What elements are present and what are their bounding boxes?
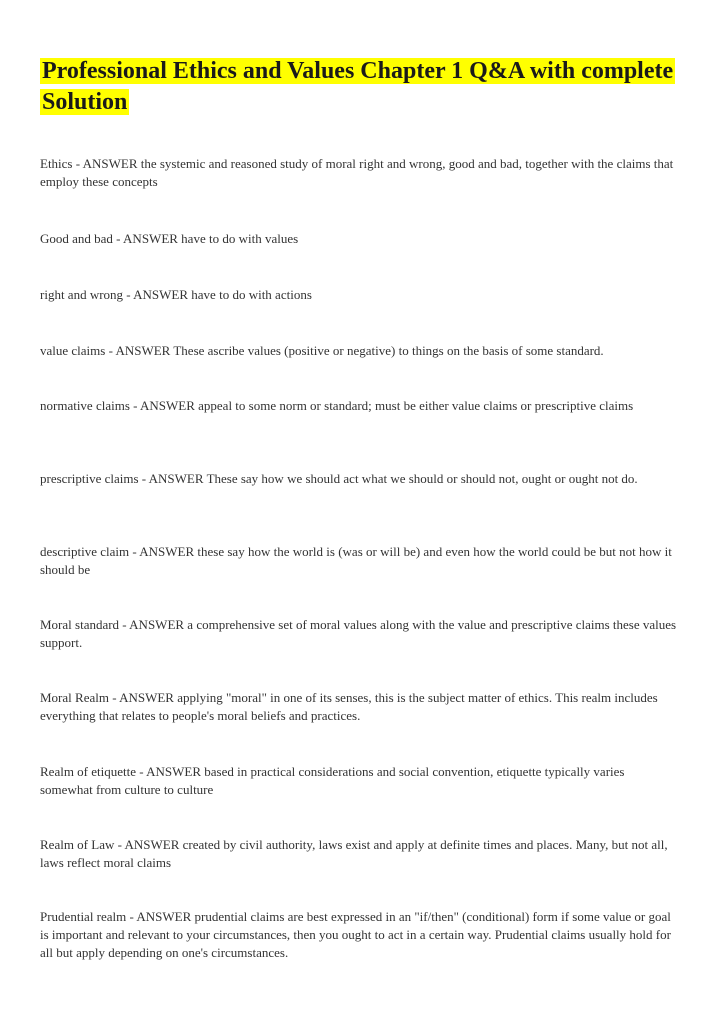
qa-entry-moral-realm: Moral Realm - ANSWER applying "moral" in one of its senses, this is the subject matter of ethics. This realm includes everything that relates to people's moral beliefs and practices. xyxy=(40,690,658,723)
qa-entry-normative-claims: normative claims - ANSWER appeal to some norm or standard; must be either value claims or prescriptive claims xyxy=(40,398,634,413)
qa-entry-prescriptive-claims: prescriptive claims - ANSWER These say how we should act what we should or should not, ought or ought not do. xyxy=(40,471,638,486)
qa-entry-moral-standard: Moral standard - ANSWER a comprehensive set of moral values along with the value and prescriptive claims these values support. xyxy=(40,617,677,650)
qa-entry-realm-of-etiquette: Realm of etiquette - ANSWER based in practical considerations and social convention, etiquette typically varies somewhat from culture to culture xyxy=(40,764,625,797)
document-title xyxy=(40,56,680,118)
qa-entry-prudential-realm: Prudential realm - ANSWER prudential claims are best expressed in an "if/then" (conditional) form if some value or goal is important and relevant to your circumstances, then you ought to act in a certain way. Prudential claims usually hold for all but apply depending on one's circumstances. xyxy=(40,909,671,960)
qa-entry-value-claims: value claims - ANSWER These ascribe values (positive or negative) to things on the basis of some standard. xyxy=(40,343,604,358)
qa-entry-realm-of-law: Realm of Law - ANSWER created by civil authority, laws exist and apply at definite times and places. Many, but not all, laws reflect moral claims xyxy=(40,837,668,870)
document-title-text: Professional Ethics and Values Chapter 1 Q&A with complete Solution xyxy=(42,58,674,115)
qa-entry-descriptive-claim: descriptive claim - ANSWER these say how the world is (was or will be) and even how the world could be but not how it should be xyxy=(40,544,672,577)
qa-entry-ethics: Ethics - ANSWER the systemic and reasoned study of moral right and wrong, good and bad, together with the claims that employ these concepts xyxy=(40,156,674,189)
qa-entry-good-and-bad: Good and bad - ANSWER have to do with values xyxy=(40,231,299,246)
qa-entry-right-and-wrong: right and wrong - ANSWER have to do with actions xyxy=(40,287,312,302)
